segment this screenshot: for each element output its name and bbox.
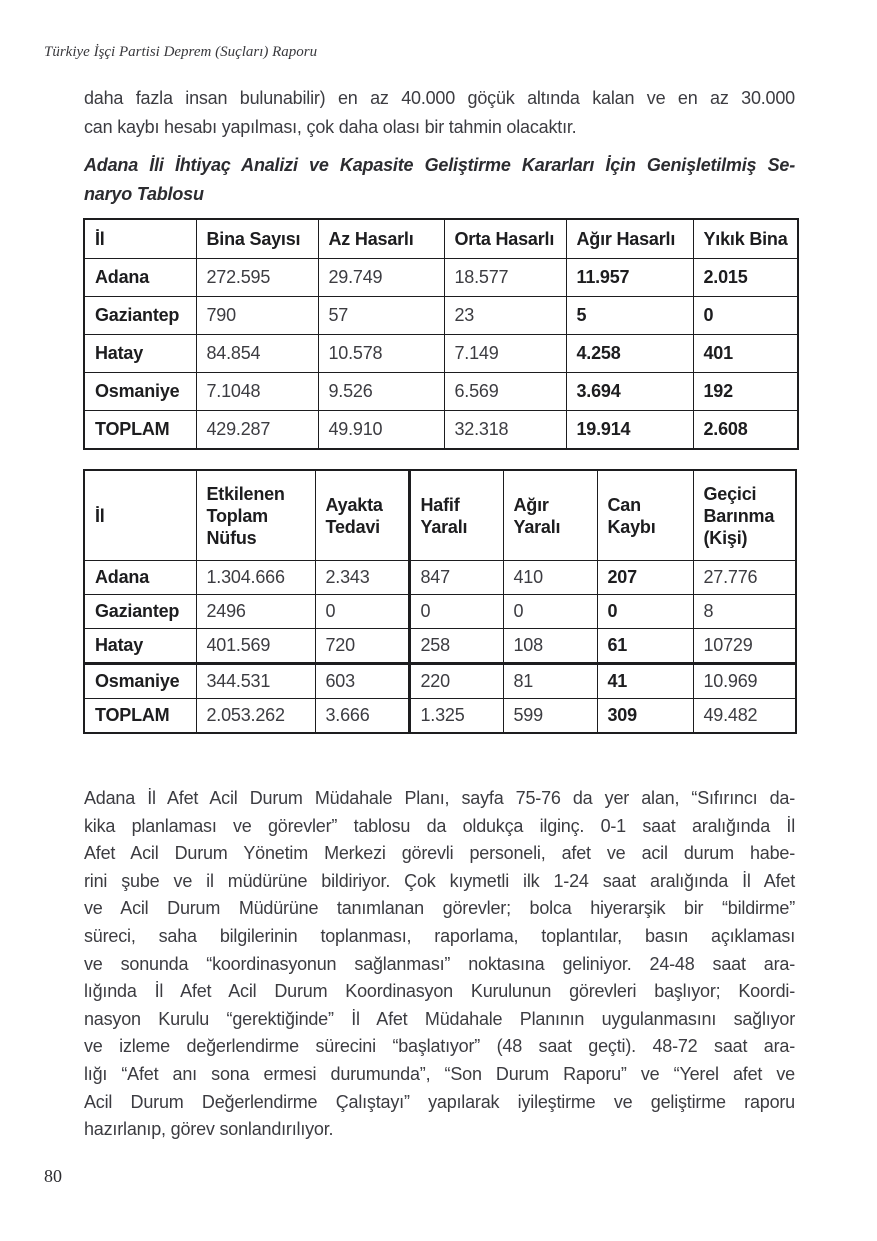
paragraph-line: hazırlanıp, görev sonlandırılıyor. — [84, 1119, 334, 1140]
table-cell: 1.304.666 — [196, 561, 315, 595]
paragraph-line: kika planlaması ve görevler” tablosu da oldukça ilginç. 0-1 saat aralığında İl — [84, 815, 795, 836]
table-cell: 108 — [503, 629, 597, 664]
table-cell: 2.053.262 — [196, 699, 315, 734]
table-cell: 192 — [693, 373, 798, 411]
table-cell: 10.969 — [693, 664, 796, 699]
intro-paragraph — [84, 84, 795, 142]
table-row — [84, 561, 796, 595]
caption-line: naryo Tablosu — [84, 184, 204, 204]
table-cell: 207 — [597, 561, 693, 595]
table-cell: 2.015 — [693, 259, 798, 297]
table-cell: 0 — [693, 297, 798, 335]
paragraph-line: Afet Acil Durum Yönetim Merkezi görevli personeli, afet ve acil durum habe- — [84, 843, 795, 864]
table-cell: 4.258 — [566, 335, 693, 373]
table-cell: 2.608 — [693, 411, 798, 450]
table-header-cell: Geçici Barınma (Kişi) — [693, 470, 796, 561]
table-cell: 32.318 — [444, 411, 566, 450]
table-cell: 3.694 — [566, 373, 693, 411]
table-header-row — [84, 219, 798, 259]
table-cell: 220 — [409, 664, 503, 699]
paragraph-line: lığı “Afet anı sona ermesi durumunda”, “Son Durum Raporu” ve “Yerel afet ve — [84, 1063, 795, 1084]
table-cell: TOPLAM — [84, 699, 196, 734]
table-cell: 29.749 — [318, 259, 444, 297]
table-row — [84, 373, 798, 411]
table-cell: 790 — [196, 297, 318, 335]
running-header: Türkiye İşçi Partisi Deprem (Suçları) Raporu — [44, 44, 318, 60]
paragraph-line: rini şube ve il müdürüne bildiriyor. Çok kıymetli ilk 1-24 saat aralığında İl Afet — [84, 870, 795, 891]
table-header-cell: Orta Hasarlı — [444, 219, 566, 259]
paragraph-line: Acil Durum Değerlendirme Çalıştayı” yapılarak iyileştirme ve geliştirme raporu — [84, 1091, 795, 1112]
table-cell: 344.531 — [196, 664, 315, 699]
table-header-cell: Hafif Yaralı — [409, 470, 503, 561]
table-cell: 272.595 — [196, 259, 318, 297]
table-cell: Osmaniye — [84, 373, 196, 411]
table-cell: 847 — [409, 561, 503, 595]
table-cell: 401.569 — [196, 629, 315, 664]
table-header-cell: Ağır Hasarlı — [566, 219, 693, 259]
table-cell: 11.957 — [566, 259, 693, 297]
table-cell: 1.325 — [409, 699, 503, 734]
paragraph-line: ve Acil Durum Müdürüne tanımlanan görevler; bolca hiyerarşik bir “bildirme” — [84, 898, 795, 919]
table-row — [84, 664, 796, 699]
table-cell: 599 — [503, 699, 597, 734]
table-cell: Hatay — [84, 629, 196, 664]
table-cell: Hatay — [84, 335, 196, 373]
table-cell: Gaziantep — [84, 297, 196, 335]
table-cell: 10.578 — [318, 335, 444, 373]
table-row — [84, 411, 798, 450]
table-cell: Osmaniye — [84, 664, 196, 699]
table-cell: 49.910 — [318, 411, 444, 450]
table-cell: 0 — [597, 595, 693, 629]
table-cell: 720 — [315, 629, 409, 664]
table-cell: 61 — [597, 629, 693, 664]
table-cell: 0 — [503, 595, 597, 629]
table-cell: 401 — [693, 335, 798, 373]
table-cell: 10729 — [693, 629, 796, 664]
table-cell: 18.577 — [444, 259, 566, 297]
table-header-cell: Etkilenen Toplam Nüfus — [196, 470, 315, 561]
table-header-cell: Ağır Yaralı — [503, 470, 597, 561]
caption-line: Adana İli İhtiyaç Analizi ve Kapasite Geliştirme Kararları İçin Genişletilmiş Se- — [84, 155, 795, 175]
table-cell: 6.569 — [444, 373, 566, 411]
table-cell: 49.482 — [693, 699, 796, 734]
table-header-cell: İl — [84, 470, 196, 561]
table-cell: 5 — [566, 297, 693, 335]
table-cell: 7.1048 — [196, 373, 318, 411]
table-cell: 2496 — [196, 595, 315, 629]
table-cell: 2.343 — [315, 561, 409, 595]
paragraph-line: lığında İl Afet Acil Durum Koordinasyon Kurulunun görevleri başlıyor; Koordi- — [84, 981, 795, 1002]
paragraph-line: Adana İl Afet Acil Durum Müdahale Planı, sayfa 75-76 da yer alan, “Sıfırıncı da- — [84, 788, 795, 808]
table-cell: Adana — [84, 561, 196, 595]
table-cell: 309 — [597, 699, 693, 734]
table-header-cell: Bina Sayısı — [196, 219, 318, 259]
table-header-cell: Ayakta Tedavi — [315, 470, 409, 561]
table-cell: 0 — [315, 595, 409, 629]
table-cell: 3.666 — [315, 699, 409, 734]
paragraph-line: ve sonunda “koordinasyonun sağlanması” noktasına geliniyor. 24-48 saat ara- — [84, 953, 795, 974]
paragraph-line: daha fazla insan bulunabilir) en az 40.000 göçük altında kalan ve en az 30.000 — [84, 88, 795, 108]
table-cell: 57 — [318, 297, 444, 335]
table-row — [84, 629, 796, 664]
building-damage-table — [83, 218, 799, 450]
body-paragraph — [84, 785, 795, 1144]
table-cell: TOPLAM — [84, 411, 196, 450]
table-header-cell: Yıkık Bina — [693, 219, 798, 259]
table-cell: 410 — [503, 561, 597, 595]
table-cell: 7.149 — [444, 335, 566, 373]
table-cell: 429.287 — [196, 411, 318, 450]
casualty-table — [83, 469, 797, 734]
table-cell: 23 — [444, 297, 566, 335]
table-cell: 27.776 — [693, 561, 796, 595]
paragraph-line: nasyon Kurulu “gerektiğinde” İl Afet Müdahale Planının uygulanmasını sağlıyor — [84, 1008, 795, 1029]
table-row — [84, 595, 796, 629]
table-header-cell: İl — [84, 219, 196, 259]
table-row — [84, 259, 798, 297]
table-cell: 41 — [597, 664, 693, 699]
table-row — [84, 699, 796, 734]
table-caption — [84, 151, 795, 209]
table-cell: 81 — [503, 664, 597, 699]
table-row — [84, 297, 798, 335]
table-cell: 19.914 — [566, 411, 693, 450]
paragraph-line: ve izleme değerlendirme sürecini “başlatıyor” (48 saat geçti). 48-72 saat ara- — [84, 1036, 795, 1057]
table-cell: 258 — [409, 629, 503, 664]
table-header-row — [84, 470, 796, 561]
table-cell: 84.854 — [196, 335, 318, 373]
table-cell: 9.526 — [318, 373, 444, 411]
table-cell: Gaziantep — [84, 595, 196, 629]
table-header-cell: Can Kaybı — [597, 470, 693, 561]
table-cell: 0 — [409, 595, 503, 629]
page-number: 80 — [44, 1166, 62, 1186]
table-header-cell: Az Hasarlı — [318, 219, 444, 259]
paragraph-line: can kaybı hesabı yapılması, çok daha olası bir tahmin olacaktır. — [84, 117, 577, 137]
table-cell: 603 — [315, 664, 409, 699]
table-cell: Adana — [84, 259, 196, 297]
table-row — [84, 335, 798, 373]
table-cell: 8 — [693, 595, 796, 629]
paragraph-line: süreci, saha bilgilerinin toplanması, raporlama, toplantılar, basın açıklaması — [84, 925, 795, 946]
